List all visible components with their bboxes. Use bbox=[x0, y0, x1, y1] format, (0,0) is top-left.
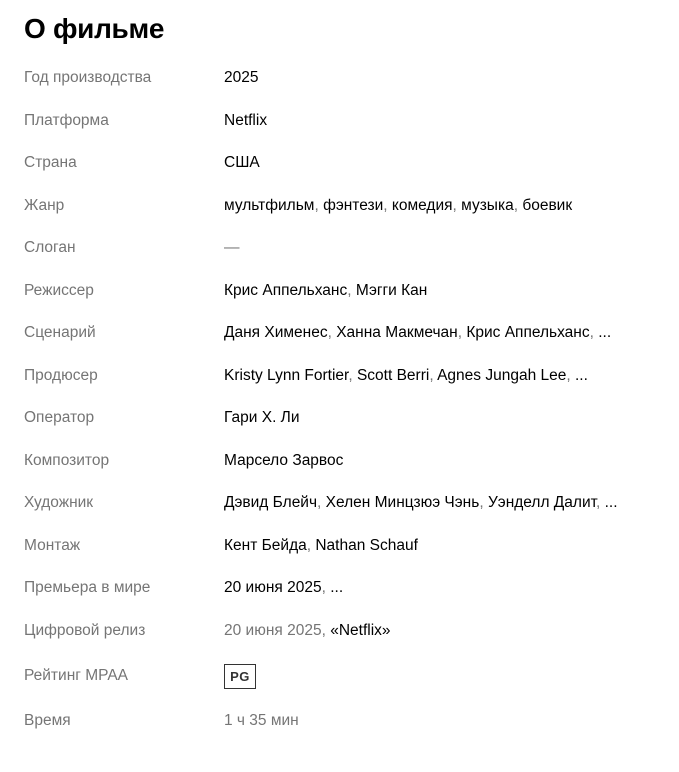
digital-release-date: 20 июня 2025 bbox=[224, 621, 322, 639]
list-link[interactable]: Agnes Jungah Lee bbox=[437, 366, 567, 384]
list-link[interactable]: Кент Бейда bbox=[224, 536, 307, 554]
row-label: Монтаж bbox=[24, 536, 81, 554]
list-link[interactable]: Крис Аппельханс bbox=[224, 281, 348, 299]
separator: , bbox=[348, 366, 357, 384]
row-value bbox=[224, 282, 664, 300]
separator: , bbox=[347, 281, 356, 299]
list-link[interactable]: Гари Х. Ли bbox=[224, 409, 300, 427]
info-row-operator bbox=[24, 397, 664, 440]
row-label: Художник bbox=[24, 494, 94, 512]
separator: , bbox=[314, 196, 324, 214]
info-row-country bbox=[24, 142, 664, 185]
info-row-slogan bbox=[24, 227, 664, 270]
list-link[interactable]: фэнтези bbox=[323, 196, 384, 214]
row-value bbox=[224, 367, 664, 385]
separator: , bbox=[566, 366, 575, 384]
list-link[interactable]: Крис Аппельханс bbox=[466, 324, 590, 342]
row-value bbox=[224, 324, 664, 342]
list-link[interactable]: комедия bbox=[391, 196, 453, 214]
row-value bbox=[224, 579, 664, 597]
platform-link[interactable]: Netflix bbox=[224, 111, 268, 129]
separator: , bbox=[479, 494, 488, 512]
row-label: Слоган bbox=[24, 239, 76, 257]
info-row-composer bbox=[24, 440, 664, 483]
separator: , bbox=[321, 579, 331, 597]
row-value bbox=[224, 112, 664, 130]
list-link[interactable]: музыка bbox=[461, 196, 514, 214]
separator: , bbox=[457, 324, 467, 342]
row-value bbox=[224, 452, 664, 470]
info-row-editing bbox=[24, 525, 664, 568]
premiere-date-link[interactable]: 20 июня 2025 bbox=[224, 579, 322, 597]
more-link[interactable]: ... bbox=[598, 324, 612, 342]
info-row-platform bbox=[24, 100, 664, 143]
info-row-artist bbox=[24, 482, 664, 525]
row-value bbox=[224, 409, 664, 427]
separator: , bbox=[589, 324, 599, 342]
separator: , bbox=[327, 324, 337, 342]
mpaa-rating-badge: PG bbox=[224, 664, 256, 689]
list-link[interactable]: Марсело Зарвос bbox=[224, 451, 344, 469]
separator: , bbox=[317, 494, 326, 512]
row-value: — bbox=[224, 239, 240, 257]
row-label: Режиссер bbox=[24, 281, 94, 299]
separator: , bbox=[306, 536, 316, 554]
row-value bbox=[224, 664, 664, 689]
row-label: Страна bbox=[24, 154, 77, 172]
separator: , bbox=[383, 196, 392, 214]
list-link[interactable]: мультфильм bbox=[224, 196, 315, 214]
country-link[interactable]: США bbox=[224, 154, 260, 172]
row-value bbox=[224, 69, 664, 87]
separator: , bbox=[513, 196, 523, 214]
list-link[interactable]: Scott Berri bbox=[356, 366, 430, 384]
row-label: Сценарий bbox=[24, 324, 96, 342]
film-info-table bbox=[24, 57, 664, 742]
more-link[interactable]: ... bbox=[574, 366, 588, 384]
row-label: Цифровой релиз bbox=[24, 621, 146, 639]
runtime-value: 1 ч 35 мин bbox=[224, 712, 299, 729]
row-label: Год производства bbox=[24, 69, 152, 87]
row-label: Жанр bbox=[24, 196, 65, 214]
row-value bbox=[224, 197, 664, 215]
row-value bbox=[224, 494, 664, 512]
year-link[interactable]: 2025 bbox=[224, 69, 259, 87]
info-row-director bbox=[24, 270, 664, 313]
info-row-digital-release bbox=[24, 610, 664, 653]
separator: , bbox=[429, 366, 438, 384]
digital-platform-link[interactable]: «Netflix» bbox=[330, 621, 391, 639]
list-link[interactable]: Уэнделл Далит bbox=[487, 494, 596, 512]
row-value bbox=[224, 154, 664, 172]
list-link[interactable]: Даня Хименес bbox=[224, 324, 328, 342]
separator: , bbox=[321, 621, 331, 639]
list-link[interactable]: Nathan Schauf bbox=[315, 536, 418, 554]
row-label: Продюсер bbox=[24, 366, 98, 384]
list-link[interactable]: Дэвид Блейч bbox=[224, 494, 318, 512]
list-link[interactable]: Kristy Lynn Fortier bbox=[224, 366, 349, 384]
row-value bbox=[224, 537, 664, 555]
premiere-more-link[interactable]: ... bbox=[330, 579, 344, 597]
info-row-time bbox=[24, 700, 664, 742]
info-row-genre bbox=[24, 185, 664, 228]
list-link[interactable]: боевик bbox=[522, 196, 573, 214]
list-link[interactable]: Мэгги Кан bbox=[355, 281, 428, 299]
info-row-screenplay bbox=[24, 312, 664, 355]
separator: , bbox=[596, 494, 605, 512]
list-link[interactable]: Ханна Макмечан bbox=[336, 324, 458, 342]
row-label: Время bbox=[24, 712, 71, 729]
section-title: О фильме bbox=[24, 13, 165, 44]
row-label: Премьера в мире bbox=[24, 579, 151, 597]
row-label: Рейтинг MPAA bbox=[24, 667, 128, 684]
more-link[interactable]: ... bbox=[604, 494, 618, 512]
info-row-year bbox=[24, 57, 664, 100]
info-row-premiere bbox=[24, 567, 664, 610]
row-label: Оператор bbox=[24, 409, 95, 427]
info-row-producer bbox=[24, 355, 664, 398]
separator: , bbox=[452, 196, 462, 214]
info-row-mpaa-rating bbox=[24, 652, 664, 700]
row-label: Платформа bbox=[24, 111, 109, 129]
row-label: Композитор bbox=[24, 451, 110, 469]
row-value bbox=[224, 622, 664, 640]
list-link[interactable]: Хелен Минцзюэ Чэнь bbox=[325, 494, 480, 512]
